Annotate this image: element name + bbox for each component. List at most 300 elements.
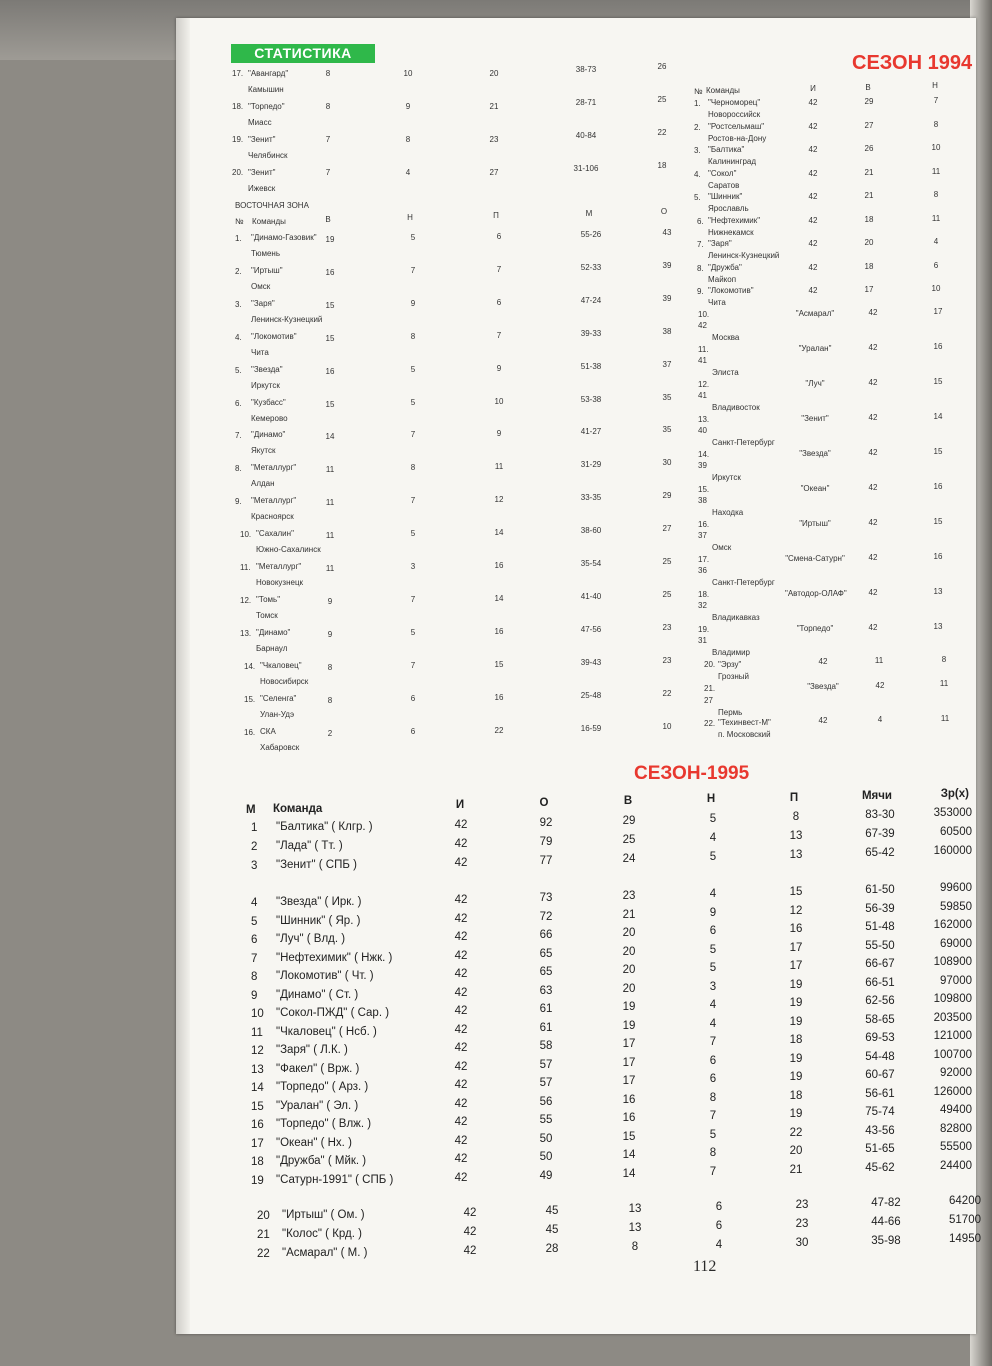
- points-value: 25: [662, 557, 672, 566]
- attendance-value: 108900: [933, 956, 972, 968]
- stat-value: 42: [868, 553, 878, 562]
- team-city: Ленинск-Кузнецкий: [251, 314, 323, 324]
- points-value: 49: [539, 1169, 553, 1182]
- team-name: "Торпедо" ( Арз. ): [276, 1081, 369, 1093]
- team-city: Находка: [712, 508, 744, 517]
- row-position: 15: [251, 1100, 264, 1113]
- losses-value: 13: [789, 849, 803, 861]
- goals-value: 44-66: [871, 1216, 901, 1228]
- goals-value: 69-53: [865, 1032, 895, 1044]
- row-number: 41: [698, 356, 707, 365]
- stat-value: 42: [868, 343, 878, 352]
- goals-value: 54-48: [865, 1050, 895, 1063]
- row-position: 3.: [694, 146, 701, 155]
- draws-value: 9: [709, 906, 717, 919]
- stat-value: 17: [864, 285, 874, 294]
- wins-value: 13: [628, 1203, 642, 1215]
- stat-value: 23: [489, 135, 499, 144]
- team-city: Чита: [708, 298, 726, 307]
- row-position: 10.: [240, 530, 252, 540]
- stat-value: 42: [868, 588, 878, 597]
- wins-value: 14: [622, 1149, 636, 1161]
- points-value: 50: [539, 1132, 553, 1145]
- stat-value: 11: [325, 564, 335, 573]
- goals-value: 47-24: [580, 295, 602, 305]
- stat-value: 42: [808, 215, 818, 225]
- points-value: 45: [545, 1224, 559, 1236]
- stat-value: 3: [410, 562, 416, 571]
- team-city: Грозный: [718, 672, 749, 681]
- stat-value: 11: [939, 679, 949, 688]
- team-city: Томск: [256, 610, 278, 620]
- losses-value: 19: [789, 1108, 803, 1120]
- stat-value: 42: [808, 286, 818, 295]
- goals-value: 66-67: [865, 958, 895, 970]
- stat-value: 9: [327, 596, 333, 606]
- stat-value: 8: [325, 102, 331, 111]
- team-name: "Звезда": [251, 364, 283, 374]
- points-value: 65: [539, 966, 553, 978]
- wins-value: 13: [628, 1222, 642, 1234]
- points-value: 72: [539, 910, 553, 923]
- section-header: СТАТИСТИКА: [231, 44, 375, 63]
- team-name: "Селенга": [260, 693, 297, 703]
- team-city: Чита: [251, 347, 269, 357]
- points-value: 39: [662, 260, 672, 270]
- stat-value: 10: [403, 69, 413, 78]
- stat-value: 11: [494, 462, 504, 472]
- row-position: 20: [257, 1210, 270, 1222]
- team-name: "Уралан" ( Эл. ): [276, 1099, 359, 1112]
- row-position: 5: [251, 915, 258, 928]
- goals-value: 52-33: [580, 262, 602, 272]
- team-city: Барнаул: [256, 643, 288, 653]
- wins-value: 16: [622, 1112, 636, 1124]
- stat-value: 7: [325, 135, 331, 144]
- row-position: 12.: [698, 380, 710, 389]
- stat-value: 7: [325, 168, 331, 177]
- goals-value: 55-50: [865, 939, 895, 952]
- goals-value: 41-27: [580, 427, 602, 437]
- team-name: "Локомотив": [251, 331, 297, 341]
- team-name: "Балтика": [708, 145, 745, 154]
- team-name: "Техинвест-М": [718, 718, 771, 727]
- row-position: 4: [251, 897, 258, 909]
- team-city: п. Московский: [718, 730, 771, 739]
- points-value: 35: [662, 392, 672, 402]
- goals-value: 43-56: [865, 1124, 895, 1137]
- stat-value: 5: [410, 529, 416, 539]
- draws-value: 4: [709, 888, 717, 900]
- col-header-g: И: [810, 84, 816, 93]
- points-value: 65: [539, 947, 553, 960]
- team-name: "Торпедо": [796, 624, 834, 633]
- stat-value: 42: [808, 239, 818, 248]
- goals-value: 67-39: [865, 828, 895, 840]
- stat-value: 7: [933, 96, 939, 105]
- draws-value: 6: [709, 925, 717, 937]
- stat-value: 14: [494, 593, 504, 603]
- team-name: СКА: [260, 726, 276, 736]
- row-number: 41: [698, 391, 707, 400]
- stat-value: 11: [931, 213, 941, 223]
- row-position: 21.: [704, 684, 716, 693]
- draws-value: 5: [709, 1128, 717, 1141]
- row-position: 16.: [244, 727, 256, 737]
- games-value: 42: [454, 1153, 468, 1165]
- stat-value: 11: [325, 531, 335, 541]
- stat-value: 6: [496, 232, 502, 241]
- team-city: Майкоп: [708, 274, 737, 284]
- losses-value: 23: [795, 1218, 809, 1230]
- stat-value: 11: [931, 166, 941, 176]
- games-value: 42: [454, 1171, 468, 1184]
- points-value: 55: [539, 1114, 553, 1126]
- team-city: Санкт-Петербург: [712, 578, 775, 587]
- stat-value: 16: [933, 552, 943, 561]
- team-name: "Луч" ( Влд. ): [276, 933, 346, 945]
- points-value: 10: [662, 721, 672, 731]
- points-value: 66: [539, 929, 553, 941]
- goals-value: 35-98: [871, 1235, 901, 1247]
- stat-value: 42: [868, 448, 878, 457]
- points-value: 18: [657, 161, 667, 170]
- points-value: 57: [539, 1077, 553, 1089]
- row-number: 42: [698, 321, 707, 330]
- losses-value: 23: [795, 1199, 809, 1211]
- goals-value: 28-71: [575, 98, 597, 107]
- team-name: "Металлург": [256, 562, 302, 571]
- points-value: 56: [539, 1095, 553, 1108]
- row-position: 2.: [694, 122, 701, 132]
- team-name: "Локомотив" ( Чт. ): [276, 970, 374, 982]
- stat-value: 10: [931, 284, 941, 293]
- games-value: 42: [454, 838, 468, 850]
- col-header-pos: М: [246, 804, 256, 816]
- stat-value: 19: [325, 235, 335, 244]
- goals-value: 40-84: [575, 131, 597, 140]
- stat-value: 42: [868, 518, 878, 527]
- games-value: 42: [454, 986, 468, 999]
- stat-value: 16: [933, 482, 943, 491]
- team-name: "Океан" ( Нх. ): [276, 1136, 352, 1149]
- draws-value: 6: [715, 1220, 723, 1232]
- team-name: "Кузбасс": [251, 397, 286, 407]
- wins-value: 21: [622, 908, 636, 921]
- row-position: 2.: [235, 266, 242, 276]
- goals-value: 51-65: [865, 1143, 895, 1155]
- points-value: 22: [662, 688, 672, 698]
- goals-value: 65-42: [865, 847, 895, 859]
- team-name: "Локомотив": [708, 286, 754, 295]
- attendance-value: 24400: [940, 1159, 972, 1172]
- games-value: 42: [454, 1060, 468, 1073]
- stat-value: 13: [933, 622, 943, 631]
- points-value: 26: [657, 62, 667, 71]
- season-1995-title: СЕЗОН-1995: [634, 763, 750, 784]
- row-position: 20.: [704, 660, 716, 669]
- games-value: 42: [454, 1005, 468, 1017]
- team-name: "Зенит": [801, 414, 829, 423]
- goals-value: 62-56: [865, 995, 895, 1007]
- row-position: 10.: [698, 310, 710, 319]
- stat-value: 42: [818, 657, 828, 666]
- team-city: Элиста: [712, 368, 739, 377]
- row-position: 2: [251, 841, 258, 853]
- wins-value: 20: [622, 927, 636, 939]
- row-position: 14: [251, 1082, 264, 1094]
- stat-value: 11: [874, 656, 884, 665]
- losses-value: 12: [789, 904, 803, 917]
- stat-value: 42: [868, 483, 878, 492]
- team-city: Пермь: [718, 708, 743, 717]
- points-value: 63: [539, 984, 553, 997]
- team-city: Ижевск: [248, 184, 276, 193]
- team-name: "Сахалин": [256, 529, 294, 539]
- col-header-g: И: [455, 799, 465, 811]
- games-value: 42: [454, 912, 468, 925]
- row-position: 6: [251, 934, 258, 946]
- games-value: 42: [454, 1023, 468, 1036]
- row-position: 8.: [697, 263, 704, 273]
- col-header-pts: О: [660, 207, 668, 216]
- row-position: 3: [251, 860, 258, 872]
- stat-value: 15: [933, 377, 943, 386]
- stat-value: 42: [868, 378, 878, 387]
- attendance-value: 55500: [940, 1141, 972, 1153]
- losses-value: 19: [789, 997, 803, 1009]
- goals-value: 16-59: [580, 723, 602, 733]
- row-position: 15.: [698, 485, 710, 494]
- wins-value: 20: [622, 982, 636, 995]
- team-city: Владивосток: [712, 403, 760, 412]
- attendance-value: 64200: [949, 1195, 981, 1207]
- points-value: 27: [662, 524, 672, 534]
- team-name: "Луч": [805, 379, 825, 388]
- points-value: 92: [539, 817, 553, 829]
- row-number: 38: [698, 496, 707, 505]
- stat-value: 7: [410, 265, 416, 275]
- stat-value: 16: [933, 342, 943, 351]
- draws-value: 4: [709, 999, 717, 1011]
- season-1994-title: СЕЗОН 1994: [852, 52, 973, 74]
- draws-value: 6: [715, 1201, 723, 1213]
- team-city: Омск: [712, 543, 732, 552]
- col-header-l: П: [789, 792, 799, 804]
- row-number: 36: [698, 566, 707, 575]
- games-value: 42: [454, 819, 468, 831]
- losses-value: 20: [789, 1145, 803, 1157]
- team-city: Южно-Сахалинск: [256, 545, 321, 555]
- wins-value: 24: [622, 853, 636, 865]
- col-header-team: Команда: [273, 803, 323, 815]
- row-position: 1.: [694, 99, 701, 108]
- team-name: "Дружба" ( Мйк. ): [276, 1155, 367, 1167]
- team-city: Челябинск: [248, 151, 288, 160]
- row-position: 14.: [244, 661, 256, 671]
- team-name: "Звезда": [799, 449, 831, 458]
- stat-value: 14: [494, 528, 504, 538]
- row-position: 9: [251, 989, 258, 1002]
- team-name: "Уралан": [798, 344, 832, 353]
- row-position: 19.: [232, 135, 244, 144]
- row-position: 13.: [698, 415, 710, 424]
- col-header-w: В: [325, 215, 331, 224]
- stat-value: 20: [864, 238, 874, 247]
- games-value: 42: [463, 1226, 477, 1238]
- goals-value: 33-35: [580, 493, 602, 503]
- draws-value: 8: [709, 1091, 717, 1104]
- stat-value: 6: [410, 726, 416, 736]
- team-city: Новороссийск: [708, 110, 761, 119]
- row-position: 11: [251, 1026, 263, 1039]
- games-value: 42: [454, 949, 468, 962]
- stat-value: 42: [808, 262, 818, 272]
- col-header-w: В: [623, 795, 633, 807]
- stat-value: 7: [410, 594, 416, 604]
- team-city: Ленинск-Кузнецкий: [708, 251, 780, 260]
- goals-value: 41-40: [580, 591, 602, 601]
- row-position: 21: [257, 1229, 270, 1241]
- losses-value: 16: [789, 923, 803, 935]
- attendance-value: 82800: [940, 1122, 972, 1135]
- wins-value: 20: [622, 945, 636, 958]
- row-position: 10: [251, 1008, 264, 1020]
- stat-value: 8: [933, 190, 939, 199]
- row-position: 19.: [698, 625, 710, 634]
- row-number: 40: [698, 426, 707, 435]
- attendance-value: 99600: [940, 882, 972, 894]
- stat-value: 9: [410, 298, 416, 308]
- row-position: 14.: [698, 450, 710, 459]
- points-value: 23: [662, 622, 672, 632]
- draws-value: 7: [709, 1036, 717, 1048]
- team-name: "Эрзу": [718, 660, 742, 669]
- goals-value: 60-67: [865, 1069, 895, 1081]
- draws-value: 6: [709, 1073, 717, 1085]
- row-number: 27: [704, 696, 713, 705]
- attendance-value: 126000: [933, 1085, 972, 1098]
- stat-value: 15: [933, 447, 943, 456]
- losses-value: 18: [789, 1034, 803, 1046]
- col-header-d: Н: [407, 213, 413, 222]
- team-name: "Дружба": [708, 262, 742, 272]
- row-position: 16.: [698, 520, 710, 529]
- row-position: 17.: [232, 69, 244, 78]
- col-header-goals: Мячи: [861, 790, 893, 802]
- team-name: "Торпедо": [248, 102, 285, 111]
- stat-value: 42: [808, 145, 818, 154]
- stat-value: 21: [864, 191, 874, 200]
- stat-value: 9: [496, 429, 502, 439]
- team-name: "Звезда": [807, 682, 839, 691]
- team-city: Камышин: [248, 85, 284, 94]
- stat-value: 8: [410, 463, 416, 473]
- draws-value: 5: [709, 813, 717, 825]
- zone-title: ВОСТОЧНАЯ ЗОНА: [235, 201, 309, 210]
- stat-value: 42: [868, 413, 878, 422]
- stat-value: 16: [325, 267, 335, 277]
- attendance-value: 59850: [940, 900, 972, 913]
- team-city: Санкт-Петербург: [712, 438, 775, 447]
- team-name: "Металлург": [251, 463, 297, 473]
- points-value: 35: [662, 425, 672, 435]
- draws-value: 4: [715, 1239, 723, 1251]
- col-header-pts: О: [539, 797, 549, 809]
- col-header-d: Н: [706, 793, 716, 805]
- stat-value: 9: [327, 629, 333, 639]
- goals-value: 75-74: [865, 1106, 895, 1118]
- games-value: 42: [454, 1079, 468, 1091]
- points-value: 61: [539, 1003, 553, 1015]
- stat-value: 42: [875, 681, 885, 690]
- stat-value: 29: [864, 97, 874, 106]
- row-position: 17.: [698, 555, 710, 564]
- losses-value: 19: [789, 1015, 803, 1028]
- points-value: 28: [545, 1243, 559, 1255]
- team-name: "Зенит": [248, 168, 276, 177]
- team-city: Иркутск: [712, 473, 741, 482]
- stat-value: 12: [494, 495, 504, 505]
- stat-value: 42: [868, 623, 878, 632]
- team-city: Саратов: [708, 180, 740, 190]
- stat-value: 7: [410, 660, 416, 670]
- team-name: "Балтика" ( Клгр. ): [276, 821, 373, 833]
- wins-value: 29: [622, 815, 636, 827]
- stat-value: 15: [325, 300, 335, 310]
- team-name: "Торпедо" ( Влж. ): [276, 1118, 372, 1130]
- stat-value: 42: [868, 308, 878, 317]
- row-position: 7.: [697, 240, 704, 249]
- points-value: 37: [662, 359, 672, 369]
- attendance-value: 109800: [933, 993, 972, 1005]
- team-name: "Колос" ( Крд. ): [282, 1228, 362, 1240]
- col-header-pos: №: [235, 217, 244, 226]
- team-name: "Факел" ( Врж. ): [276, 1062, 360, 1075]
- team-name: "Иртыш": [251, 265, 283, 275]
- wins-value: 8: [631, 1241, 639, 1253]
- team-name: "Асмарал": [795, 309, 835, 318]
- team-name: "Шинник": [708, 192, 743, 201]
- row-position: 6.: [697, 216, 704, 226]
- stat-value: 15: [325, 399, 335, 409]
- stat-value: 9: [405, 102, 411, 111]
- team-city: Тюмень: [251, 249, 280, 258]
- col-header-d: Н: [932, 81, 938, 90]
- stat-value: 15: [933, 517, 943, 526]
- stat-value: 5: [410, 364, 416, 374]
- row-position: 3.: [235, 299, 242, 309]
- team-name: "Заря": [708, 239, 732, 248]
- team-city: Хабаровск: [260, 742, 300, 752]
- stat-value: 7: [410, 430, 416, 440]
- stat-value: 22: [494, 725, 504, 735]
- team-name: "Динамо" ( Ст. ): [276, 988, 359, 1001]
- stat-value: 8: [941, 655, 947, 664]
- stat-value: 5: [410, 397, 416, 407]
- wins-value: 17: [622, 1038, 636, 1050]
- stat-value: 27: [489, 168, 499, 177]
- row-position: 22.: [704, 719, 716, 728]
- row-position: 18: [251, 1156, 264, 1168]
- goals-value: 56-61: [865, 1087, 895, 1100]
- stat-value: 18: [864, 214, 874, 224]
- team-name: "Заря": [251, 298, 275, 308]
- row-position: 4.: [235, 332, 242, 342]
- team-city: Нижнекамск: [708, 227, 754, 237]
- row-position: 9.: [697, 287, 704, 296]
- team-city: Ярославль: [708, 204, 749, 213]
